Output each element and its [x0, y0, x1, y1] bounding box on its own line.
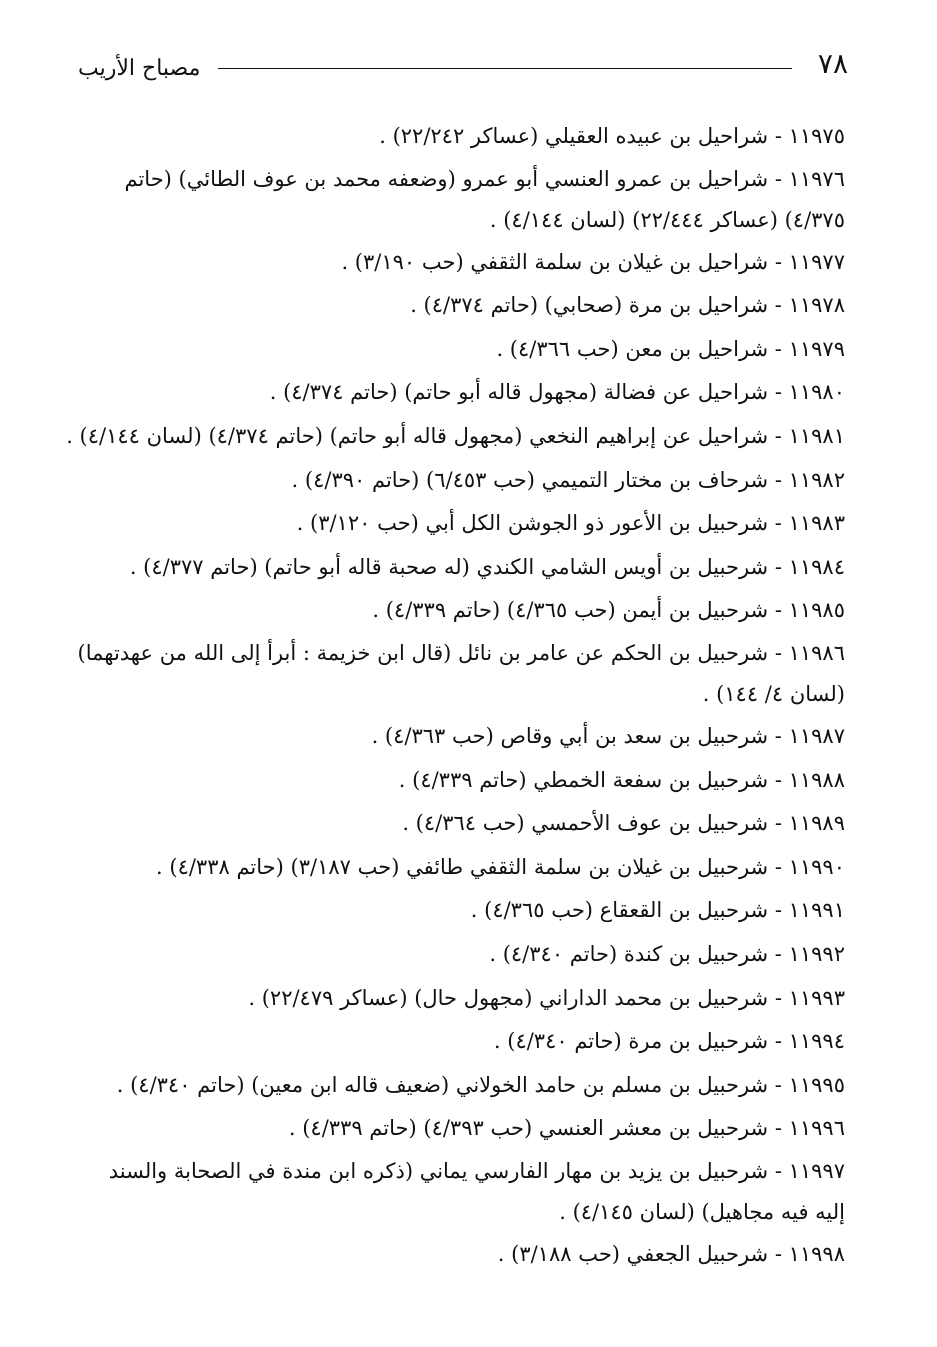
- book-title: مصباح الأريب: [78, 56, 201, 81]
- page-number: ٧٨: [817, 47, 848, 80]
- entry-11986: ١١٩٨٦ - شرحبيل بن الحكم عن عامر بن نائل (قال ابن خزيمة : أبرأ إلى الله من عهدتهما) (لسان ٤/ ١٤٤) .: [77, 640, 845, 706]
- header-rule: [218, 68, 792, 69]
- entry-11989: ١١٩٨٩ - شرحبيل بن عوف الأحمسي (حب ٤/٣٦٤) .: [402, 811, 845, 836]
- entry-11978: ١١٩٧٨ - شراحيل بن مرة (صحابي) (حاتم ٤/٣٧٤) .: [410, 293, 845, 318]
- entry-11995: ١١٩٩٥ - شرحبيل بن مسلم بن حامد الخولاني (ضعيف قاله ابن معين) (حاتم ٤/٣٤٠) .: [116, 1072, 845, 1097]
- entry-11984: ١١٩٨٤ - شرحبيل بن أويس الشامي الكندي (له صحبة قاله أبو حاتم) (حاتم ٤/٣٧٧) .: [129, 554, 845, 579]
- entry-11985: ١١٩٨٥ - شرحبيل بن أيمن (حب ٤/٣٦٥) (حاتم ٤/٣٣٩) .: [372, 598, 845, 623]
- entry-11997: ١١٩٩٧ - شرحبيل بن يزيد بن مهار الفارسي يماني (ذكره ابن مندة في الصحابة والسند إليه فيه مجاهيل) (لسان ٤/١٤٥) .: [108, 1158, 845, 1224]
- entry-11996: ١١٩٩٦ - شرحبيل بن معشر العنسي (حب ٤/٣٩٣) (حاتم ٤/٣٣٩) .: [288, 1116, 845, 1141]
- entry-11987: ١١٩٨٧ - شرحبيل بن سعد بن أبي وقاص (حب ٤/٣٦٣) .: [371, 723, 845, 748]
- entry-11980: ١١٩٨٠ - شراحيل عن فضالة (مجهول قاله أبو حاتم) (حاتم ٤/٣٧٤) .: [269, 380, 845, 405]
- entries-list: [66, 115, 845, 1276]
- entry-11988: ١١٩٨٨ - شرحبيل بن سفعة الخمطي (حاتم ٤/٣٣٩) .: [398, 767, 845, 792]
- entry-11992: ١١٩٩٢ - شرحبيل بن كندة (حاتم ٤/٣٤٠) .: [489, 941, 845, 966]
- page-header: [78, 44, 848, 94]
- entry-11994: ١١٩٩٤ - شرحبيل بن مرة (حاتم ٤/٣٤٠) .: [493, 1029, 845, 1054]
- entry-11981: ١١٩٨١ - شراحيل عن إبراهيم النخعي (مجهول قاله أبو حاتم) (حاتم ٤/٣٧٤) (لسان ٤/١٤٤) .: [66, 423, 845, 448]
- entry-11993: ١١٩٩٣ - شرحبيل بن محمد الداراني (مجهول حال) (عساكر ٢٢/٤٧٩) .: [248, 985, 845, 1010]
- entry-11979: ١١٩٧٩ - شراحيل بن معن (حب ٤/٣٦٦) .: [496, 336, 845, 361]
- entry-11990: ١١٩٩٠ - شرحبيل بن غيلان بن سلمة الثقفي طائفي (حب ٣/١٨٧) (حاتم ٤/٣٣٨) .: [156, 854, 845, 879]
- entry-11976: ١١٩٧٦ - شراحيل بن عمرو العنسي أبو عمرو (وضعفه محمد بن عوف الطائي) (حاتم ٤/٣٧٥) (عساكر ٢٢/٤٤٤) (لسان ٤/١٤٤) .: [124, 166, 845, 232]
- entry-11982: ١١٩٨٢ - شرحاف بن مختار التميمي (حب ٦/٤٥٣) (حاتم ٤/٣٩٠) .: [291, 467, 845, 492]
- entry-11975: ١١٩٧٥ - شراحيل بن عبيده العقيلي (عساكر ٢٢/٢٤٢) .: [379, 124, 845, 148]
- entry-11998: ١١٩٩٨ - شرحبيل الجعفي (حب ٣/١٨٨) .: [497, 1241, 845, 1266]
- entry-11977: ١١٩٧٧ - شراحيل بن غيلان بن سلمة الثقفي (حب ٣/١٩٠) .: [341, 249, 845, 274]
- entry-11983: ١١٩٨٣ - شرحبيل بن الأعور ذو الجوشن الكل أبي (حب ٣/١٢٠) .: [296, 511, 845, 536]
- entry-11991: ١١٩٩١ - شرحبيل بن القعقاع (حب ٤/٣٦٥) .: [470, 898, 845, 923]
